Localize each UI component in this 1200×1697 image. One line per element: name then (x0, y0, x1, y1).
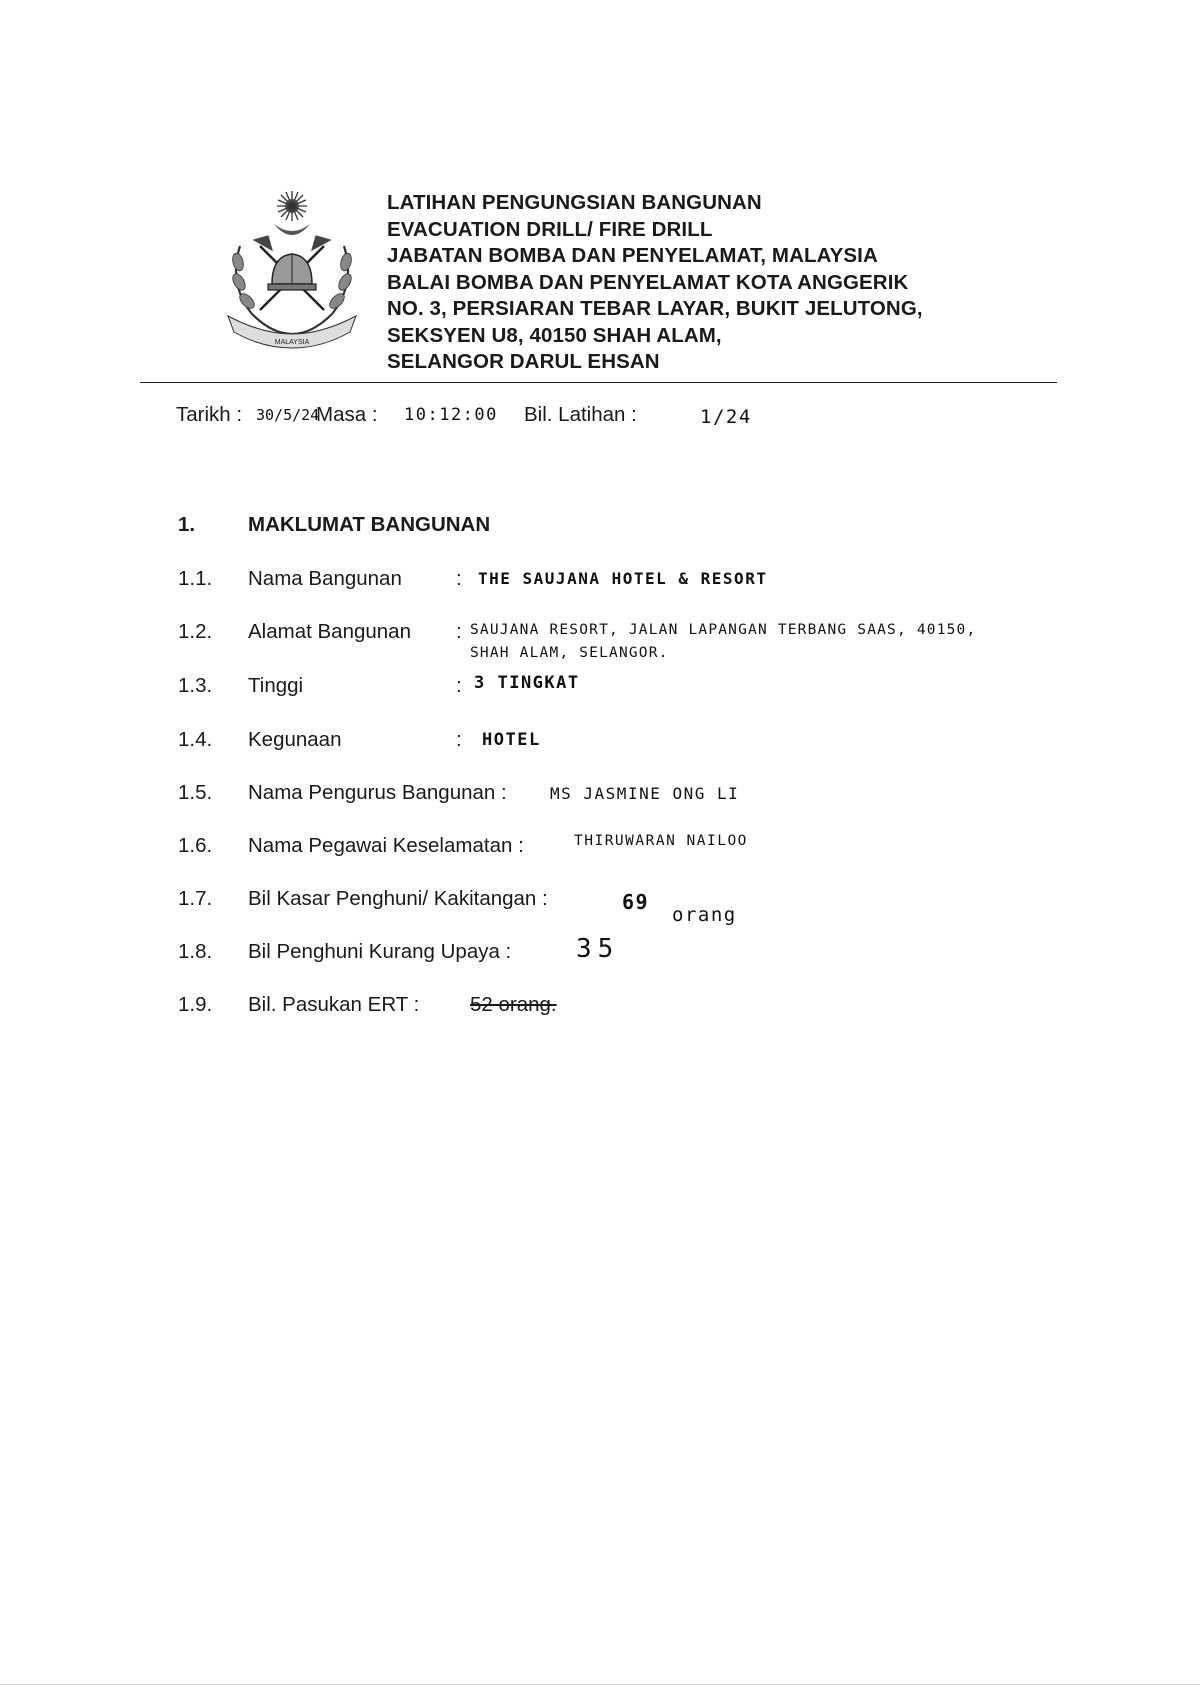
section-number: 1. (178, 513, 196, 536)
time-label: Masa : (316, 403, 378, 426)
row-label: Kegunaan (248, 728, 342, 751)
occupant-count-value: 69 (622, 890, 650, 914)
row-colon: : (456, 674, 462, 697)
row-label: Bil Penghuni Kurang Upaya : (248, 940, 512, 963)
date-value: 30/5/24 (256, 406, 320, 424)
disabled-occupant-value: 35 (576, 934, 620, 964)
row-number: 1.7. (178, 887, 213, 910)
row-number: 1.8. (178, 940, 213, 963)
building-address-value: SAUJANA RESORT, JALAN LAPANGAN TERBANG SAAS, 40150, (470, 622, 977, 638)
time-value: 10:12:00 (404, 405, 498, 425)
row-number: 1.3. (178, 674, 213, 697)
building-height-value: 3 TINGKAT (474, 673, 580, 693)
building-usage-value: HOTEL (482, 730, 541, 750)
header-line: JABATAN BOMBA DAN PENYELAMAT, MALAYSIA (387, 244, 878, 267)
bomba-crest-icon (222, 184, 362, 356)
header-line: SEKSYEN U8, 40150 SHAH ALAM, (387, 323, 722, 347)
row-label: Tinggi (248, 674, 304, 697)
row-number: 1.6. (178, 834, 213, 857)
row-colon: : (456, 620, 462, 643)
header-line: NO. 3, PERSIARAN TEBAR LAYAR, BUKIT JELUTONG, (387, 297, 923, 320)
letterhead (387, 190, 1087, 376)
header-line: SELANGOR DARUL EHSAN (387, 350, 660, 373)
date-label: Tarikh : (176, 403, 243, 426)
row-label: Bil Kasar Penghuni/ Kakitangan : (248, 887, 548, 910)
row-number: 1.2. (178, 620, 213, 643)
row-number: 1.9. (178, 993, 213, 1016)
row-number: 1.4. (178, 728, 213, 751)
section-title: MAKLUMAT BANGUNAN (248, 513, 491, 536)
svg-text:MALAYSIA: MALAYSIA (274, 339, 310, 346)
row-colon: : (456, 567, 462, 590)
row-number: 1.5. (178, 781, 213, 804)
header-line: EVACUATION DRILL/ FIRE DRILL (387, 217, 713, 241)
drill-no-label: Bil. Latihan : (524, 403, 637, 426)
header-divider (140, 382, 1057, 383)
row-label: Nama Bangunan (248, 567, 402, 590)
row-label: Alamat Bangunan (248, 620, 411, 643)
occupant-count-unit: orang (672, 904, 737, 926)
building-manager-value: MS JASMINE ONG LI (550, 784, 740, 803)
row-number: 1.1. (178, 567, 213, 590)
header-line: LATIHAN PENGUNGSIAN BANGUNAN (387, 191, 762, 214)
row-label: Nama Pengurus Bangunan : (248, 781, 507, 804)
safety-officer-value: THIRUWARAN NAILOO (574, 833, 748, 849)
header-line: BALAI BOMBA DAN PENYELAMAT KOTA ANGGERIK (387, 270, 909, 294)
scan-edge (0, 1684, 1200, 1685)
row-colon: : (456, 728, 462, 751)
building-address-value-line2: SHAH ALAM, SELANGOR. (470, 645, 669, 661)
building-name-value: THE SAUJANA HOTEL & RESORT (478, 569, 768, 588)
ert-team-value: 52 orang. (470, 993, 557, 1016)
row-label: Nama Pegawai Keselamatan : (248, 834, 524, 857)
drill-no-value: 1/24 (700, 406, 752, 428)
row-label: Bil. Pasukan ERT : (248, 993, 420, 1016)
